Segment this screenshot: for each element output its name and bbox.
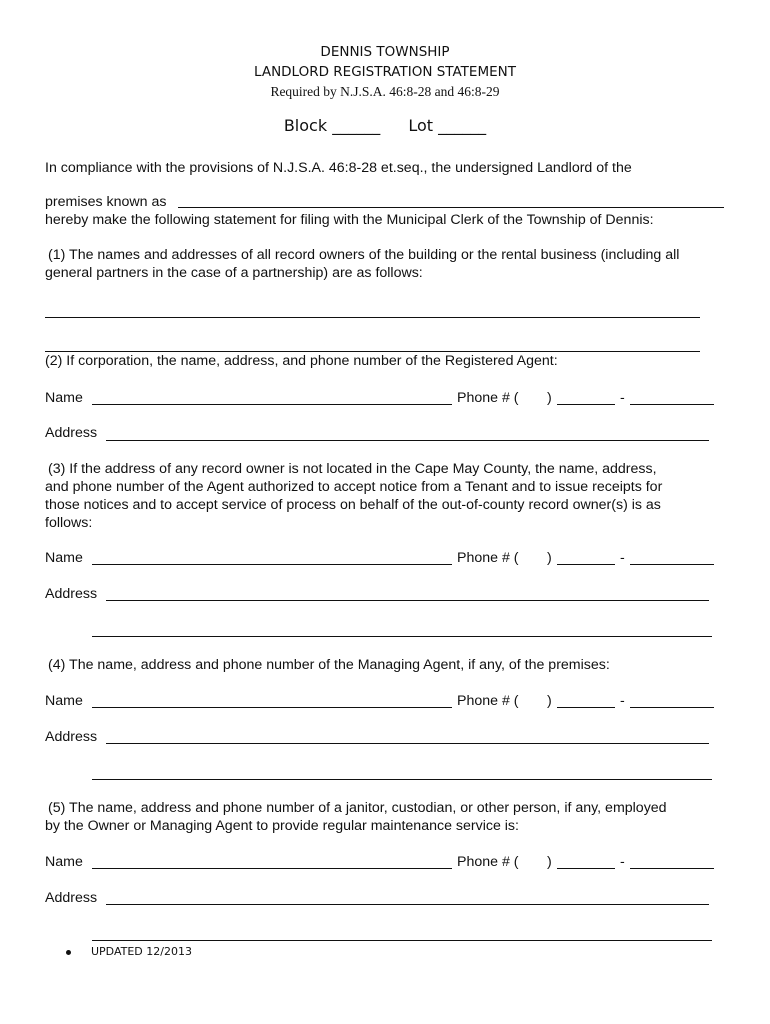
oc-agent-phone-dash: - (620, 550, 625, 566)
manager-phone-close: ) (547, 693, 552, 709)
statute-reference: Required by N.J.S.A. 46:8-28 and 46:8-29 (270, 84, 500, 99)
manager-phone-dash: - (620, 693, 625, 709)
section2-line-1: (2) If corporation, the name, address, and phone number of the Registered Agent: (45, 353, 558, 369)
manager-name-label: Name (45, 693, 83, 709)
section1-line-2: general partners in the case of a partnership) are as follows: (45, 265, 423, 281)
manager-address-label: Address (45, 729, 98, 745)
block-input[interactable]: ______ (332, 116, 381, 135)
agent-name-input[interactable] (92, 404, 452, 405)
agent-phone-line-input[interactable] (630, 404, 714, 405)
oc-agent-phone-line-input[interactable] (630, 564, 714, 565)
oc-agent-name-input[interactable] (92, 564, 452, 565)
manager-phone-prefix-input[interactable] (557, 707, 615, 708)
oc-agent-address-input[interactable] (106, 600, 709, 601)
agent-phone-prefix-input[interactable] (557, 404, 615, 405)
bullet-icon (66, 950, 71, 955)
janitor-phone-dash: - (620, 854, 625, 870)
intro-line-3: hereby make the following statement for filing with the Municipal Clerk of the Township of Dennis: (45, 212, 654, 228)
form-title-township: DENNIS TOWNSHIP (320, 44, 450, 60)
oc-agent-phone-prefix-input[interactable] (557, 564, 615, 565)
manager-phone-label: Phone # ( (457, 693, 519, 709)
premises-input[interactable] (178, 207, 724, 208)
section5-line-1: (5) The name, address and phone number of a janitor, custodian, or other person, if any, employed (48, 800, 667, 816)
janitor-name-label: Name (45, 854, 83, 870)
agent-address-input[interactable] (106, 440, 709, 441)
agent-phone-close: ) (547, 390, 552, 406)
section5-line-2: by the Owner or Managing Agent to provide regular maintenance service is: (45, 818, 519, 834)
janitor-name-input[interactable] (92, 868, 452, 869)
agent-phone-dash: - (620, 390, 625, 406)
janitor-address-input[interactable] (106, 904, 709, 905)
section3-line-1: (3) If the address of any record owner is not located in the Cape May County, the name, address, (48, 461, 657, 477)
section3-line-2: and phone number of the Agent authorized to accept notice from a Tenant and to issue receipts for (45, 479, 663, 495)
owners-input-2[interactable] (45, 351, 700, 352)
manager-phone-line-input[interactable] (630, 707, 714, 708)
section3-line-3: those notices and to accept service of process on behalf of the out-of-county record owner(s) is as (45, 497, 661, 513)
form-title-statement: LANDLORD REGISTRATION STATEMENT (254, 64, 516, 80)
section3-line-4: follows: (45, 515, 93, 531)
agent-address-label: Address (45, 425, 98, 441)
manager-address-input[interactable] (106, 743, 709, 744)
updated-note: UPDATED 12/2013 (91, 945, 192, 958)
section1-line-1: (1) The names and addresses of all record owners of the building or the rental business (including all (48, 247, 680, 263)
lot-label: Lot (408, 116, 434, 135)
block-lot-row (0, 116, 770, 135)
oc-agent-address-label: Address (45, 586, 98, 602)
janitor-phone-close: ) (547, 854, 552, 870)
intro-line-1: In compliance with the provisions of N.J.S.A. 46:8-28 et.seq., the undersigned Landlord of the (45, 160, 632, 176)
janitor-phone-line-input[interactable] (630, 868, 714, 869)
owners-input-1[interactable] (45, 317, 700, 318)
block-label: Block (283, 116, 328, 135)
janitor-address-label: Address (45, 890, 98, 906)
agent-phone-label: Phone # ( (457, 390, 519, 406)
oc-agent-phone-label: Phone # ( (457, 550, 519, 566)
janitor-address-input-2[interactable] (92, 940, 712, 941)
section4-line-1: (4) The name, address and phone number of the Managing Agent, if any, of the premises: (48, 657, 610, 673)
manager-name-input[interactable] (92, 707, 452, 708)
oc-agent-address-input-2[interactable] (92, 636, 712, 637)
manager-address-input-2[interactable] (92, 779, 712, 780)
oc-agent-phone-close: ) (547, 550, 552, 566)
premises-label: premises known as (45, 194, 167, 210)
agent-name-label: Name (45, 390, 83, 406)
janitor-phone-label: Phone # ( (457, 854, 519, 870)
lot-input[interactable]: ______ (438, 116, 487, 135)
oc-agent-name-label: Name (45, 550, 83, 566)
janitor-phone-prefix-input[interactable] (557, 868, 615, 869)
